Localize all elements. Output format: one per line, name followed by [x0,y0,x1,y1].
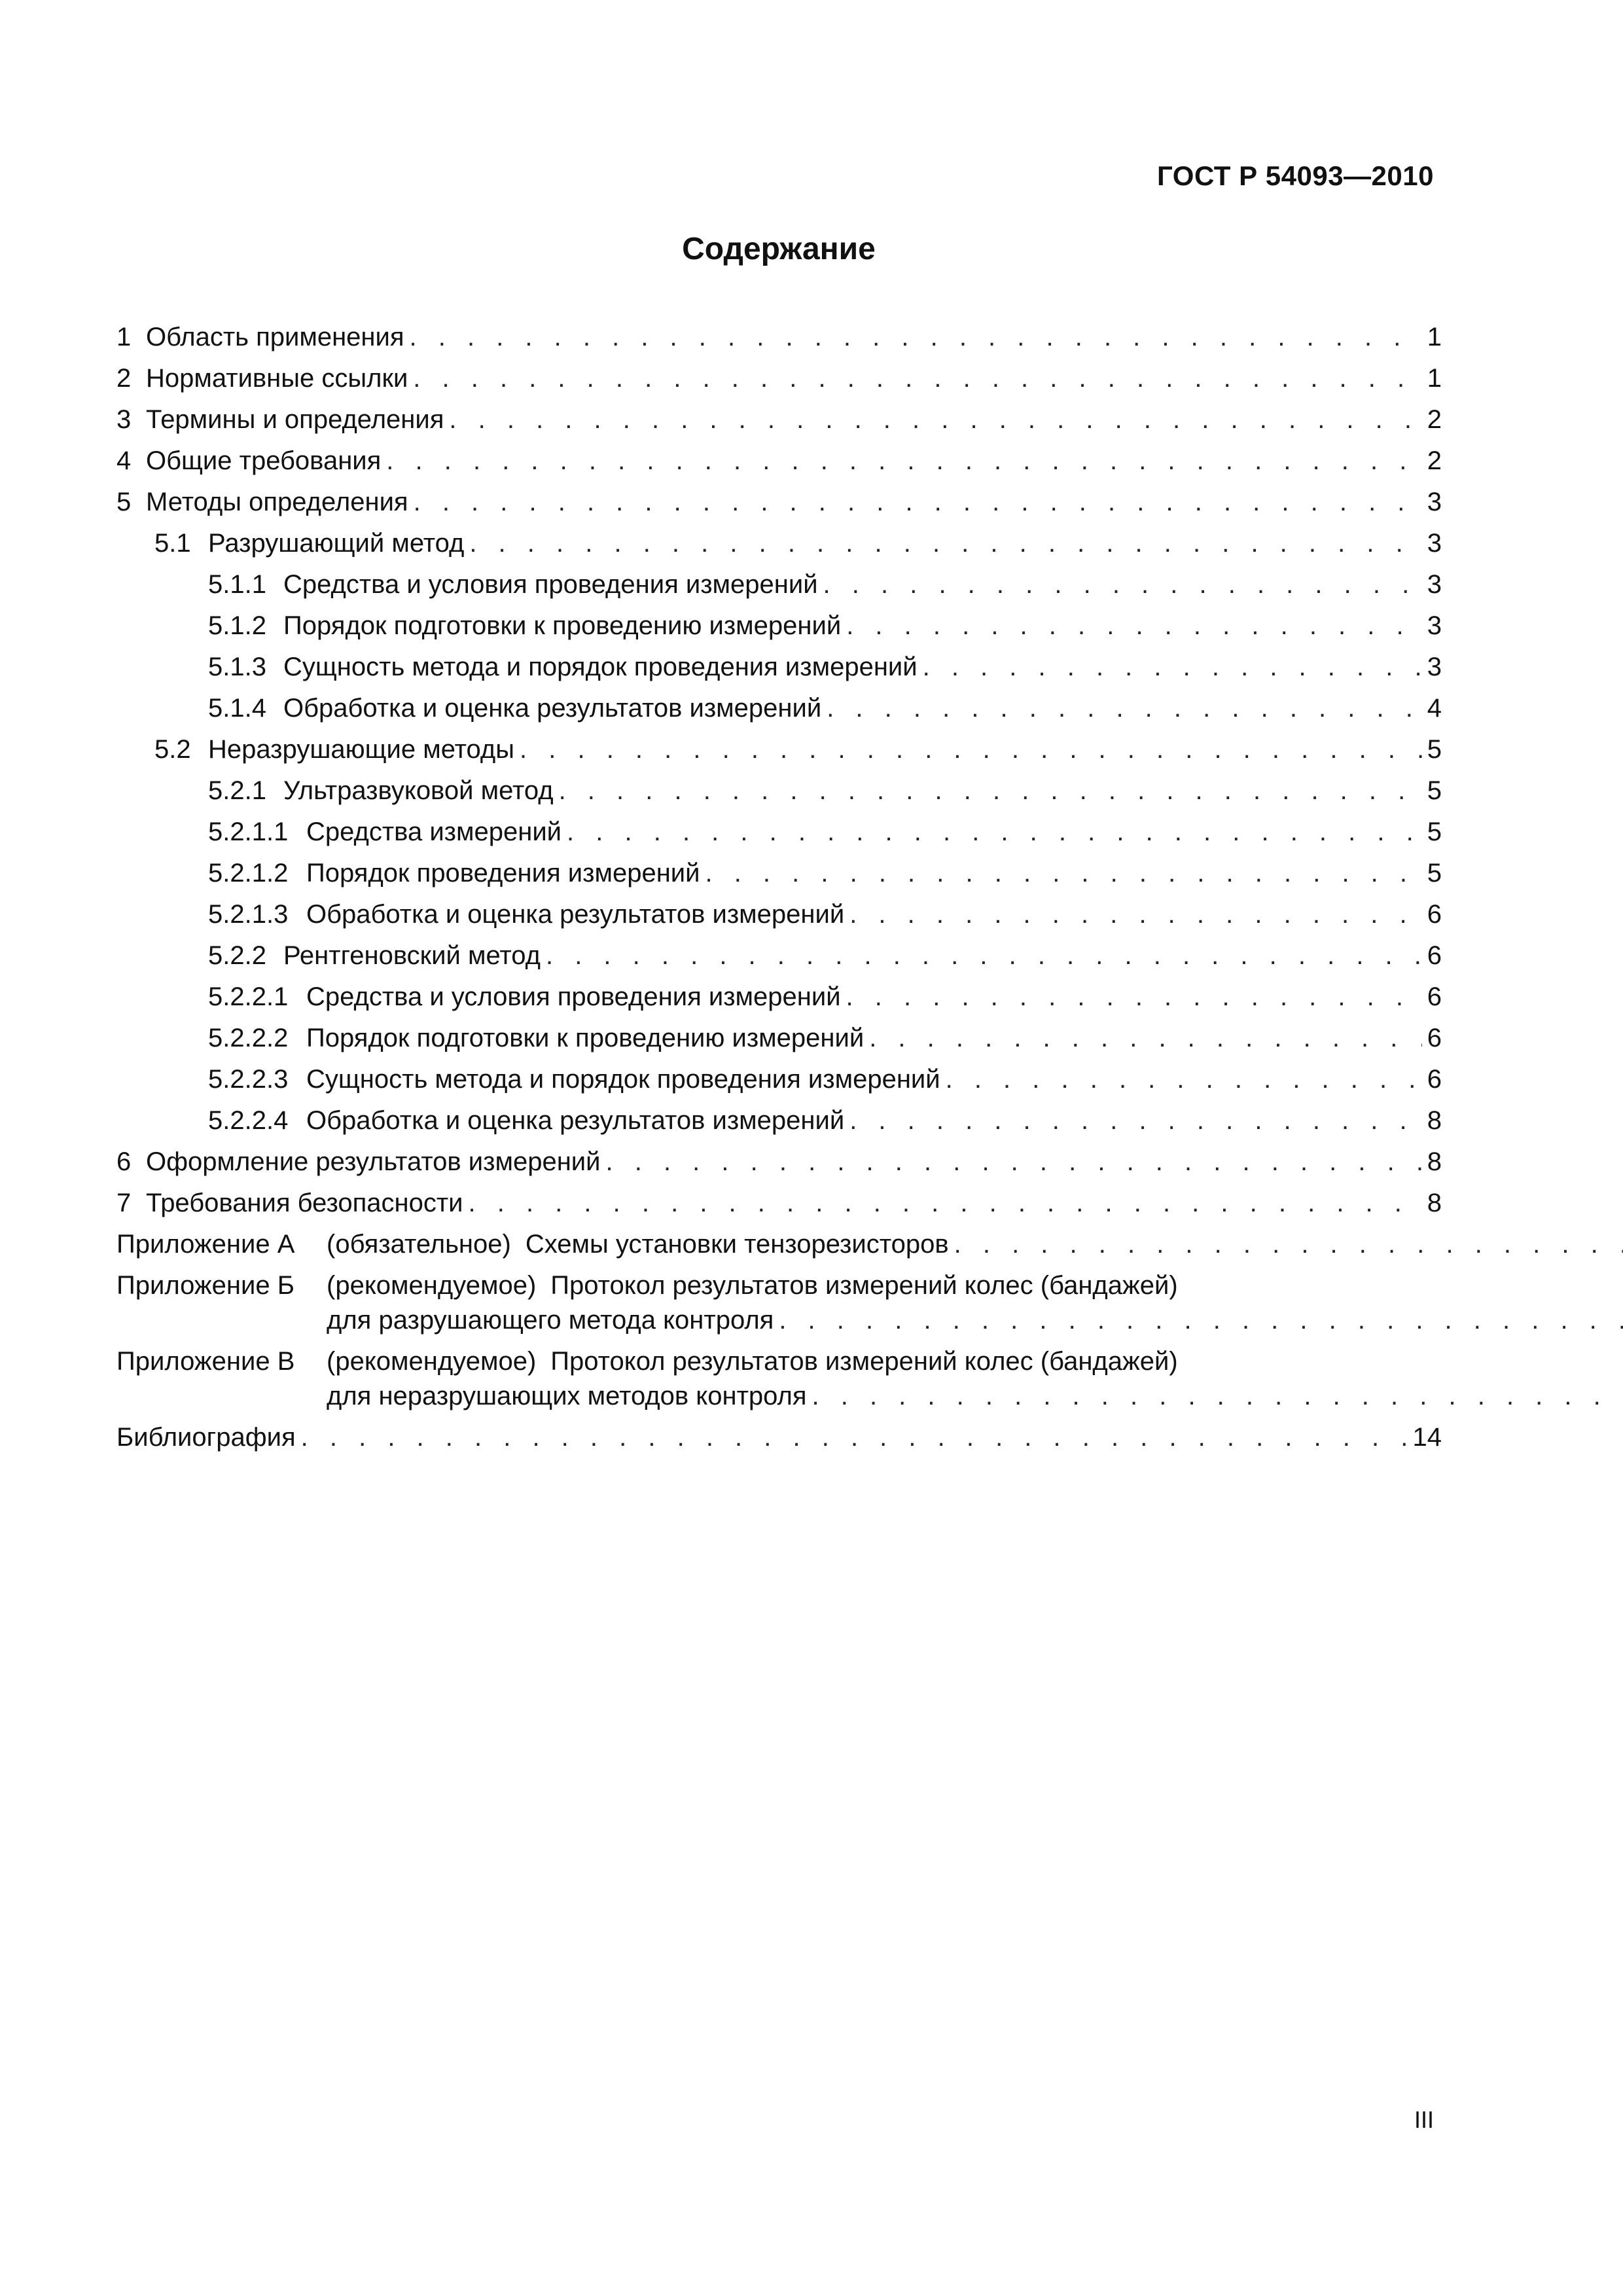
toc-entry-page: 8 [1427,1147,1442,1176]
toc-entry-number: 5.2.2.4 [208,1106,289,1135]
toc-entry-title: Сущность метода и порядок проведения измерений [283,653,918,681]
toc-entry-number: 6 [116,1147,132,1176]
dot-leader [559,776,1422,806]
toc-entry-5-2-2[interactable] [116,929,1442,971]
toc-entry-5-2-2-2[interactable] [116,1012,1442,1053]
toc-entry-5-2-1-3[interactable] [116,888,1442,929]
toc-entry-2[interactable] [116,352,1442,393]
toc-entry-number: 5.2.2.3 [208,1065,289,1094]
toc-entry-5-2-1-2[interactable] [116,847,1442,888]
toc-entry-title: Нормативные ссылки [146,364,408,393]
dot-leader [449,404,1421,435]
dot-leader [869,1023,1422,1053]
toc-entry-title: Порядок подготовки к проведению измерений [283,611,842,640]
toc-entry-number: 4 [116,446,132,475]
dot-leader [923,652,1422,682]
toc-entry-title: Сущность метода и порядок проведения измерений [306,1065,940,1094]
toc-bibliography[interactable] [116,1411,1442,1452]
dot-leader [823,569,1422,600]
toc-entry-page: 6 [1427,1065,1442,1094]
toc-entry-7[interactable] [116,1177,1442,1218]
toc-entry-title: Обработка и оценка результатов измерений [306,1106,845,1135]
toc-entry-number: 5.1.2 [208,611,266,640]
toc-entry-page: 3 [1427,488,1442,516]
toc-entry-5-2-2-3[interactable] [116,1053,1442,1094]
toc-entry-title: Обработка и оценка результатов измерений [283,694,822,723]
dot-leader [520,734,1422,764]
appendix-status: (обязательное) [327,1230,511,1259]
table-of-contents [116,311,1442,1452]
toc-entry-title: Требования безопасности [146,1189,463,1217]
bibliography-page: 14 [1412,1423,1442,1452]
toc-appendix-a[interactable] [116,1218,1442,1259]
toc-entry-number: 7 [116,1189,132,1217]
standard-code: ГОСТ Р 54093—2010 [1157,160,1434,191]
toc-entry-title: Неразрушающие методы [208,735,515,764]
toc-entry-title: Средства и условия проведения измерений [306,982,841,1011]
dot-leader [954,1229,1623,1259]
toc-entry-1[interactable] [116,311,1442,352]
dot-leader [812,1381,1623,1411]
appendix-title: Протокол результатов измерений колес (бандажей) [550,1347,1178,1376]
toc-entry-number: 5.2.1 [208,776,266,805]
toc-entry-title: Средства и условия проведения измерений [283,570,818,599]
toc-entry-5-1-2[interactable] [116,600,1442,641]
toc-entry-page: 5 [1427,776,1442,805]
toc-entry-5-2[interactable] [116,723,1442,764]
toc-entry-5-2-1[interactable] [116,764,1442,806]
dot-leader [386,446,1421,476]
toc-entry-4[interactable] [116,435,1442,476]
toc-entry-title: Общие требования [146,446,382,475]
toc-entry-page: 3 [1427,529,1442,558]
toc-entry-title: Рентгеновский метод [283,941,541,970]
appendix-label: Приложение Б [116,1271,294,1300]
toc-entry-number: 2 [116,364,132,393]
dot-leader [469,1188,1422,1218]
toc-appendix-b[interactable] [116,1259,1442,1335]
toc-entry-page: 2 [1427,446,1442,475]
page-number: III [1414,2106,1434,2133]
dot-leader [827,693,1422,723]
dot-leader [849,1105,1422,1136]
toc-entry-number: 5.2.1.2 [208,859,289,888]
appendix-label: Приложение А [116,1230,295,1259]
toc-entry-page: 8 [1427,1106,1442,1135]
dot-leader [301,1422,1408,1452]
appendix-title-continued: для неразрушающих методов контроля [327,1382,807,1410]
dot-leader [705,858,1421,888]
dot-leader [606,1147,1422,1177]
appendix-status: (рекомендуемое) [327,1347,537,1376]
toc-entry-page: 5 [1427,735,1442,764]
toc-entry-title: Методы определения [146,488,408,516]
toc-entry-title: Порядок подготовки к проведению измерений [306,1024,865,1052]
toc-entry-title: Область применения [146,323,404,351]
toc-entry-5-2-1-1[interactable] [116,806,1442,847]
toc-entry-number: 1 [116,323,132,351]
toc-entry-page: 6 [1427,900,1442,929]
appendix-title: Схемы установки тензорезисторов [525,1230,949,1259]
dot-leader [469,528,1421,558]
toc-entry-3[interactable] [116,393,1442,435]
toc-entry-page: 6 [1427,1024,1442,1052]
toc-entry-page: 1 [1427,364,1442,393]
toc-entry-5-2-2-1[interactable] [116,971,1442,1012]
toc-entry-title: Оформление результатов измерений [146,1147,601,1176]
dot-leader [414,487,1422,517]
dot-leader [779,1305,1623,1335]
toc-entry-page: 3 [1427,611,1442,640]
toc-entry-5[interactable] [116,476,1442,517]
bibliography-title: Библиография [116,1423,296,1452]
toc-entry-number: 3 [116,405,132,434]
toc-entry-number: 5.2.1.3 [208,900,289,929]
toc-entry-number: 5.1.1 [208,570,266,599]
page-title: Содержание [682,232,876,266]
dot-leader [946,1064,1422,1094]
appendix-title-continued: для разрушающего метода контроля [327,1306,774,1335]
toc-entry-title: Ультразвуковой метод [283,776,554,805]
toc-entry-page: 3 [1427,570,1442,599]
toc-entry-page: 6 [1427,941,1442,970]
appendix-status: (рекомендуемое) [327,1271,537,1300]
toc-entry-page: 5 [1427,817,1442,846]
toc-entry-number: 5.1 [154,529,191,558]
toc-entry-number: 5 [116,488,132,516]
toc-entry-title: Порядок проведения измерений [306,859,700,888]
toc-entry-page: 4 [1427,694,1442,723]
toc-entry-5-1[interactable] [116,517,1442,558]
toc-entry-page: 2 [1427,405,1442,434]
toc-entry-5-2-2-4[interactable] [116,1094,1442,1136]
toc-entry-6[interactable] [116,1136,1442,1177]
toc-entry-number: 5.2.2.2 [208,1024,289,1052]
dot-leader [567,817,1422,847]
appendix-title: Протокол результатов измерений колес (бандажей) [550,1271,1178,1300]
toc-entry-title: Обработка и оценка результатов измерений [306,900,845,929]
toc-entry-number: 5.2.2.1 [208,982,289,1011]
toc-entry-title: Разрушающий метод [208,529,465,558]
toc-entry-5-1-3[interactable] [116,641,1442,682]
toc-entry-number: 5.2.1.1 [208,817,289,846]
dot-leader [413,363,1421,393]
toc-entry-number: 5.1.3 [208,653,266,681]
toc-entry-title: Термины и определения [146,405,444,434]
toc-entry-page: 6 [1427,982,1442,1011]
dot-leader [546,941,1422,971]
toc-appendix-v[interactable] [116,1335,1442,1411]
toc-entry-number: 5.2.2 [208,941,266,970]
toc-entry-title: Средства измерений [306,817,562,846]
dot-leader [849,899,1422,929]
toc-entry-page: 3 [1427,653,1442,681]
appendix-label: Приложение В [116,1347,295,1376]
toc-entry-number: 5.2 [154,735,191,764]
dot-leader [846,982,1422,1012]
toc-entry-5-1-1[interactable] [116,558,1442,600]
toc-entry-number: 5.1.4 [208,694,266,723]
toc-entry-page: 1 [1427,323,1442,351]
toc-entry-5-1-4[interactable] [116,682,1442,723]
toc-entry-page: 5 [1427,859,1442,888]
dot-leader [410,322,1422,352]
dot-leader [846,611,1422,641]
toc-entry-page: 8 [1427,1189,1442,1217]
